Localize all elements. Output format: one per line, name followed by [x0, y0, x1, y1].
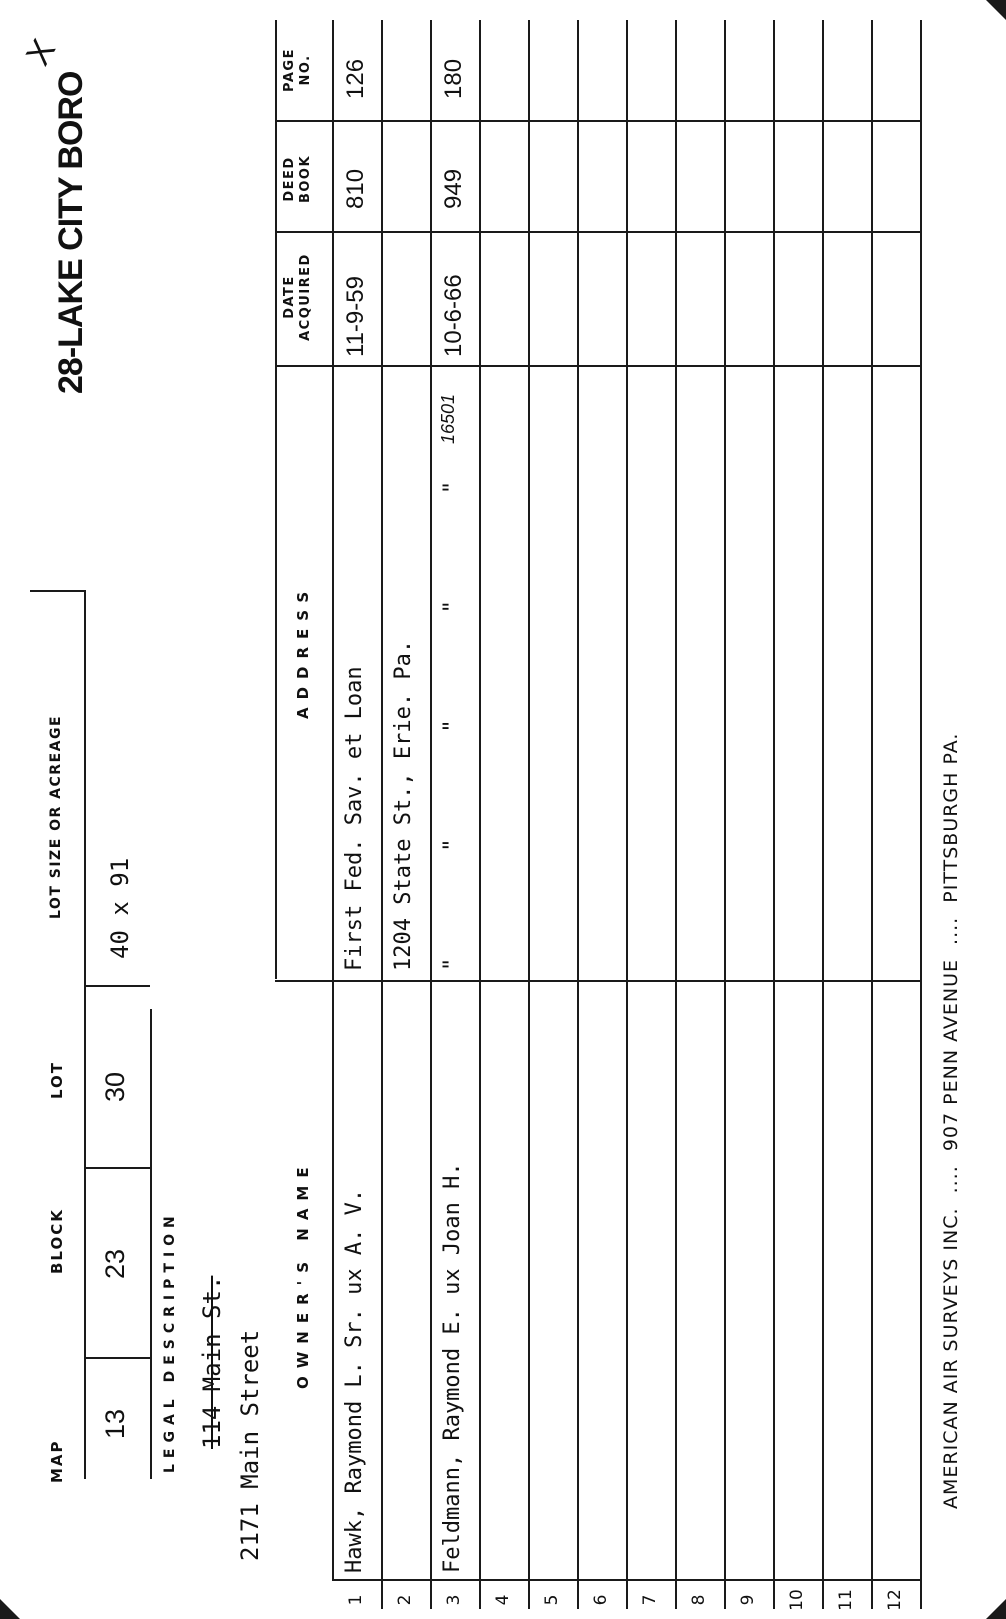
row-number: 10: [787, 1589, 807, 1611]
deed-book-header-line1: DEED: [282, 156, 297, 202]
row-number: 4: [493, 1594, 513, 1606]
page-no-cell: 126: [342, 58, 369, 99]
card-title: 28-LAKE CITY BORO: [52, 71, 90, 394]
row-number: 5: [542, 1594, 562, 1606]
page-no-header-line2: NO.: [298, 54, 313, 86]
date-acquired-header-line1: DATE: [282, 275, 297, 319]
row-number: 9: [738, 1594, 758, 1606]
row-separator-line: [528, 20, 530, 1609]
block-header: BLOCK: [48, 1208, 66, 1274]
map-header: MAP: [48, 1439, 66, 1483]
row-separator-line: [871, 20, 873, 1609]
legal-new-address: 2171 Main Street: [236, 1329, 264, 1561]
row-separator-line: [430, 20, 432, 1609]
row-separator-line: [920, 20, 922, 1609]
row-separator-line: [626, 20, 628, 1609]
deed-book-cell: 949: [440, 168, 467, 209]
lot-header: LOT: [48, 1060, 66, 1099]
owner-name-cell: Hawk, Raymond L. Sr. ux A. V.: [342, 1188, 367, 1573]
block-value: 23: [100, 1248, 130, 1279]
address-cell: " " " " ": [440, 480, 465, 971]
owner-name-cell: Feldmann, Raymond E. ux Joan H.: [440, 1162, 465, 1573]
lot-size-header: LOT SIZE OR ACREAGE: [48, 714, 64, 919]
row-number: 6: [591, 1594, 611, 1606]
map-block-divider: [84, 1357, 150, 1359]
owners-name-header: OWNER'S NAME: [294, 1159, 312, 1389]
lot-value: 30: [100, 1071, 130, 1102]
lot-size-divider: [84, 985, 150, 987]
row-number: 2: [395, 1594, 415, 1606]
deed-book-cell: 810: [342, 168, 369, 209]
row-separator-line: [577, 20, 579, 1609]
row-number: 1: [346, 1594, 366, 1606]
table-top-line: [275, 20, 277, 979]
header-band-bottom-line: [84, 590, 86, 1479]
header-band-right-line: [30, 590, 85, 592]
row-number: 7: [640, 1594, 660, 1606]
address-cell: First Fed. Sav. et Loan: [342, 666, 367, 971]
row-separator-line: [822, 20, 824, 1609]
row-separator-line: [381, 20, 383, 1609]
page-no-header: [282, 21, 314, 119]
map-value: 13: [100, 1408, 130, 1439]
row-separator-line: [724, 20, 726, 1609]
corner-mark-top-left: [0, 1599, 20, 1619]
page-no-cell: 180: [440, 58, 467, 99]
row-separator-line: [479, 20, 481, 1609]
row-number: 8: [689, 1594, 709, 1606]
deed-book-header-line2: BOOK: [298, 154, 313, 204]
legal-description-header: LEGAL DESCRIPTION: [162, 1210, 178, 1473]
row-number: 3: [444, 1594, 464, 1606]
row-number: 12: [885, 1589, 905, 1611]
date-acquired-cell: 10-6-66: [440, 274, 467, 357]
lot-size-value: 40 x 91: [106, 857, 134, 959]
block-lot-divider: [84, 1167, 150, 1169]
address-header: ADDRESS: [294, 583, 312, 719]
deed-book-header: [282, 129, 314, 229]
date-acquired-header: [282, 237, 314, 357]
corner-mark-bottom-right: [986, 0, 1006, 20]
values-bottom-line: [150, 1009, 152, 1479]
address-cell: 1204 State St., Erie. Pa.: [391, 639, 416, 971]
corner-x-mark: X: [18, 33, 64, 72]
row-separator-line: [675, 20, 677, 1609]
row-number: 11: [836, 1589, 856, 1611]
corner-mark-bottom-left: [986, 1599, 1006, 1619]
table-header-bottom-line: [332, 20, 334, 1579]
legal-old-address: 114 Main St.: [198, 1275, 226, 1449]
date-acquired-cell: 11-9-59: [342, 276, 369, 357]
zip-note: 16501: [438, 393, 458, 444]
card-footer: AMERICAN AIR SURVEYS INC. .... 907 PENN AVENUE .... PITTSBURGH PA.: [940, 732, 962, 1509]
page-no-header-line1: PAGE: [282, 48, 297, 92]
date-acquired-header-line2: ACQUIRED: [298, 253, 313, 341]
row-separator-line: [773, 20, 775, 1609]
